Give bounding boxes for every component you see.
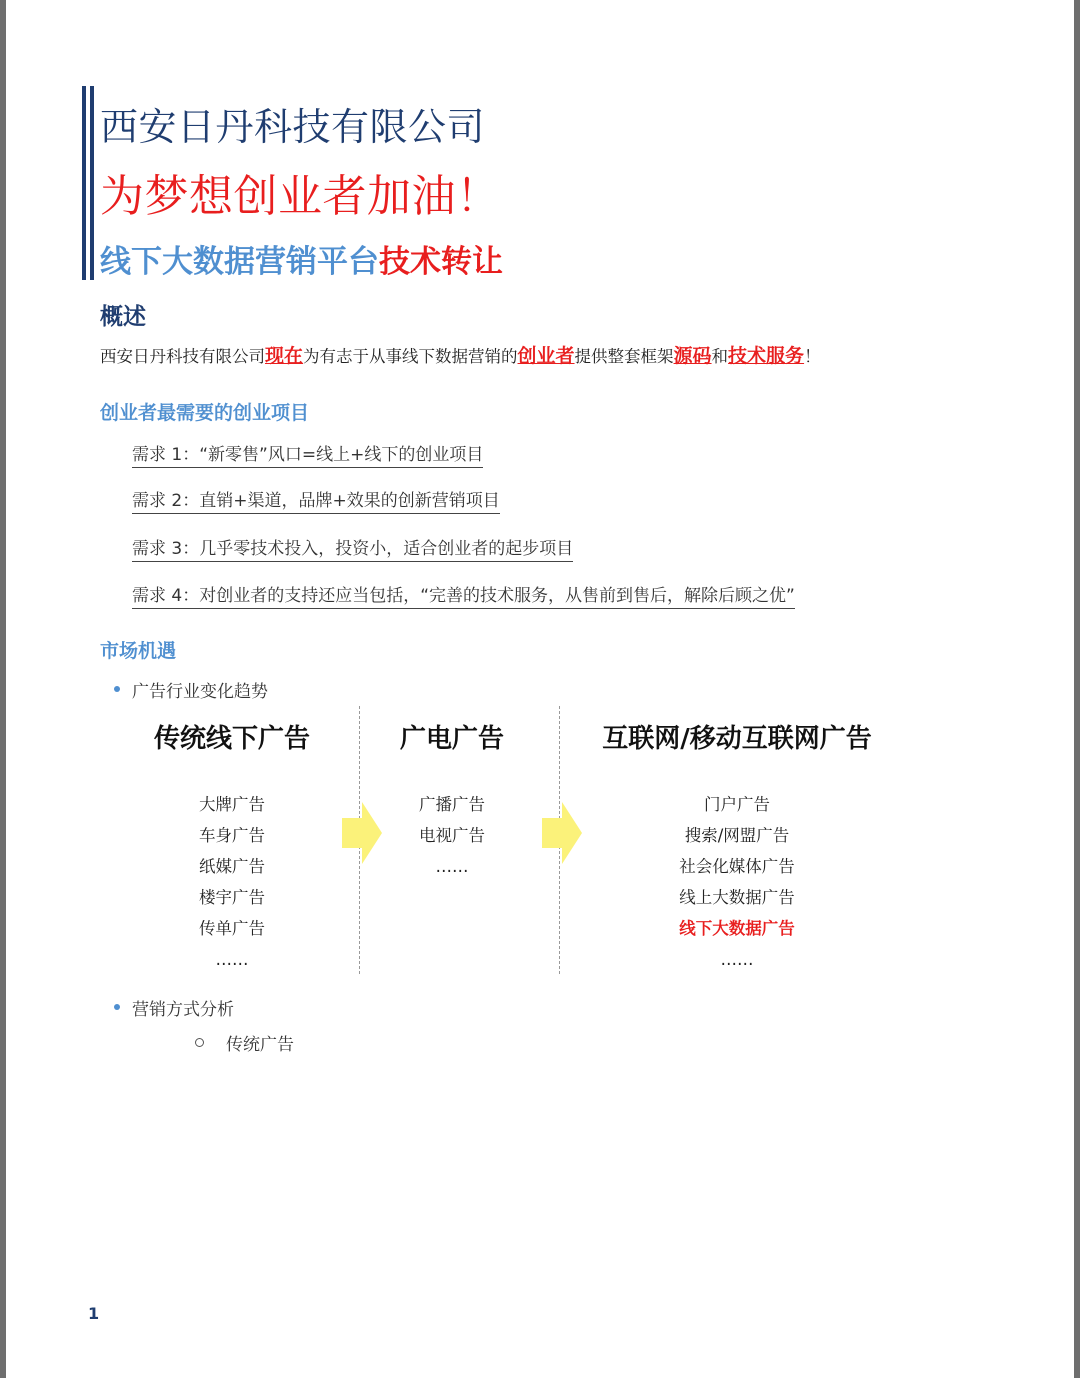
bullet-dot xyxy=(114,686,120,692)
sub-bullet-traditional-ads: 传统广告 xyxy=(226,1035,294,1055)
bullet-dot xyxy=(114,1004,120,1010)
intro-emphasis: 创业者 xyxy=(517,345,575,367)
column-title-broadcast: 广电广告 xyxy=(399,724,505,754)
needs-heading: 创业者最需要的创业项目 xyxy=(100,402,310,424)
need-item: 需求 2：直销+渠道，品牌+效果的创新营销项目 xyxy=(132,486,500,514)
need-item: 需求 4：对创业者的支持还应当包括，“完善的技术服务，从售前到售后，解除后顾之优” xyxy=(132,581,795,609)
column-title-internet: 互联网/移动互联网广告 xyxy=(602,724,872,754)
title-accent-bar xyxy=(82,86,86,280)
ad-type-item: 社会化媒体广告 xyxy=(679,857,795,876)
intro-segment: 提供整套框架 xyxy=(574,347,674,366)
subtitle-red: 技术转让 xyxy=(379,244,503,280)
subtitle-blue: 线下大数据营销平台 xyxy=(100,244,379,280)
ad-type-item: 车身广告 xyxy=(199,826,265,845)
ad-type-item: …… xyxy=(215,950,249,969)
ad-type-item: 大牌广告 xyxy=(199,795,265,814)
slogan: 为梦想创业者加油！ xyxy=(100,171,501,222)
title-block xyxy=(82,86,782,282)
market-heading: 市场机遇 xyxy=(100,640,177,662)
ad-type-item: 线上大数据广告 xyxy=(679,888,795,907)
subtitle xyxy=(100,236,503,281)
intro-emphasis: 技术服务 xyxy=(728,345,805,367)
ad-type-item: 纸媒广告 xyxy=(199,857,265,876)
column-list-broadcast xyxy=(332,789,572,882)
title-accent-bar xyxy=(90,86,94,280)
column-title-traditional: 传统线下广告 xyxy=(153,724,311,754)
column-list-internet xyxy=(617,789,857,975)
sub-bullet-circle xyxy=(195,1038,204,1047)
intro-emphasis: 现在 xyxy=(265,345,304,367)
ad-type-item: 楼宇广告 xyxy=(199,888,265,907)
bullet-marketing-analysis: 营销方式分析 xyxy=(132,1000,234,1020)
intro-segment: 为有志于从事线下数据营销的 xyxy=(303,347,518,366)
ad-type-item: …… xyxy=(720,950,754,969)
bullet-ad-trend: 广告行业变化趋势 xyxy=(132,682,268,702)
ad-type-item: 门户广告 xyxy=(704,795,770,814)
need-item: 需求 3：几乎零技术投入，投资小，适合创业者的起步项目 xyxy=(132,534,573,562)
page-number: 1 xyxy=(88,1304,100,1323)
overview-intro xyxy=(100,341,821,368)
intro-segment: 和 xyxy=(711,347,729,366)
ad-type-item: 传单广告 xyxy=(199,919,265,938)
overview-heading: 概述 xyxy=(100,304,146,330)
intro-segment: 西安日丹科技有限公司 xyxy=(100,347,265,366)
ad-type-item: 广播广告 xyxy=(419,795,485,814)
intro-segment: ！ xyxy=(804,347,821,366)
ad-type-item-highlight: 线下大数据广告 xyxy=(679,919,795,938)
ad-type-item: 搜索/网盟广告 xyxy=(684,826,790,845)
column-list-traditional xyxy=(112,789,352,975)
intro-emphasis: 源码 xyxy=(673,345,712,367)
need-item: 需求 1：“新零售”风口=线上+线下的创业项目 xyxy=(132,440,483,468)
document-page xyxy=(6,0,1074,1378)
company-name: 西安日丹科技有限公司 xyxy=(100,105,486,149)
ad-type-item: 电视广告 xyxy=(419,826,485,845)
ad-type-item: …… xyxy=(435,857,469,876)
